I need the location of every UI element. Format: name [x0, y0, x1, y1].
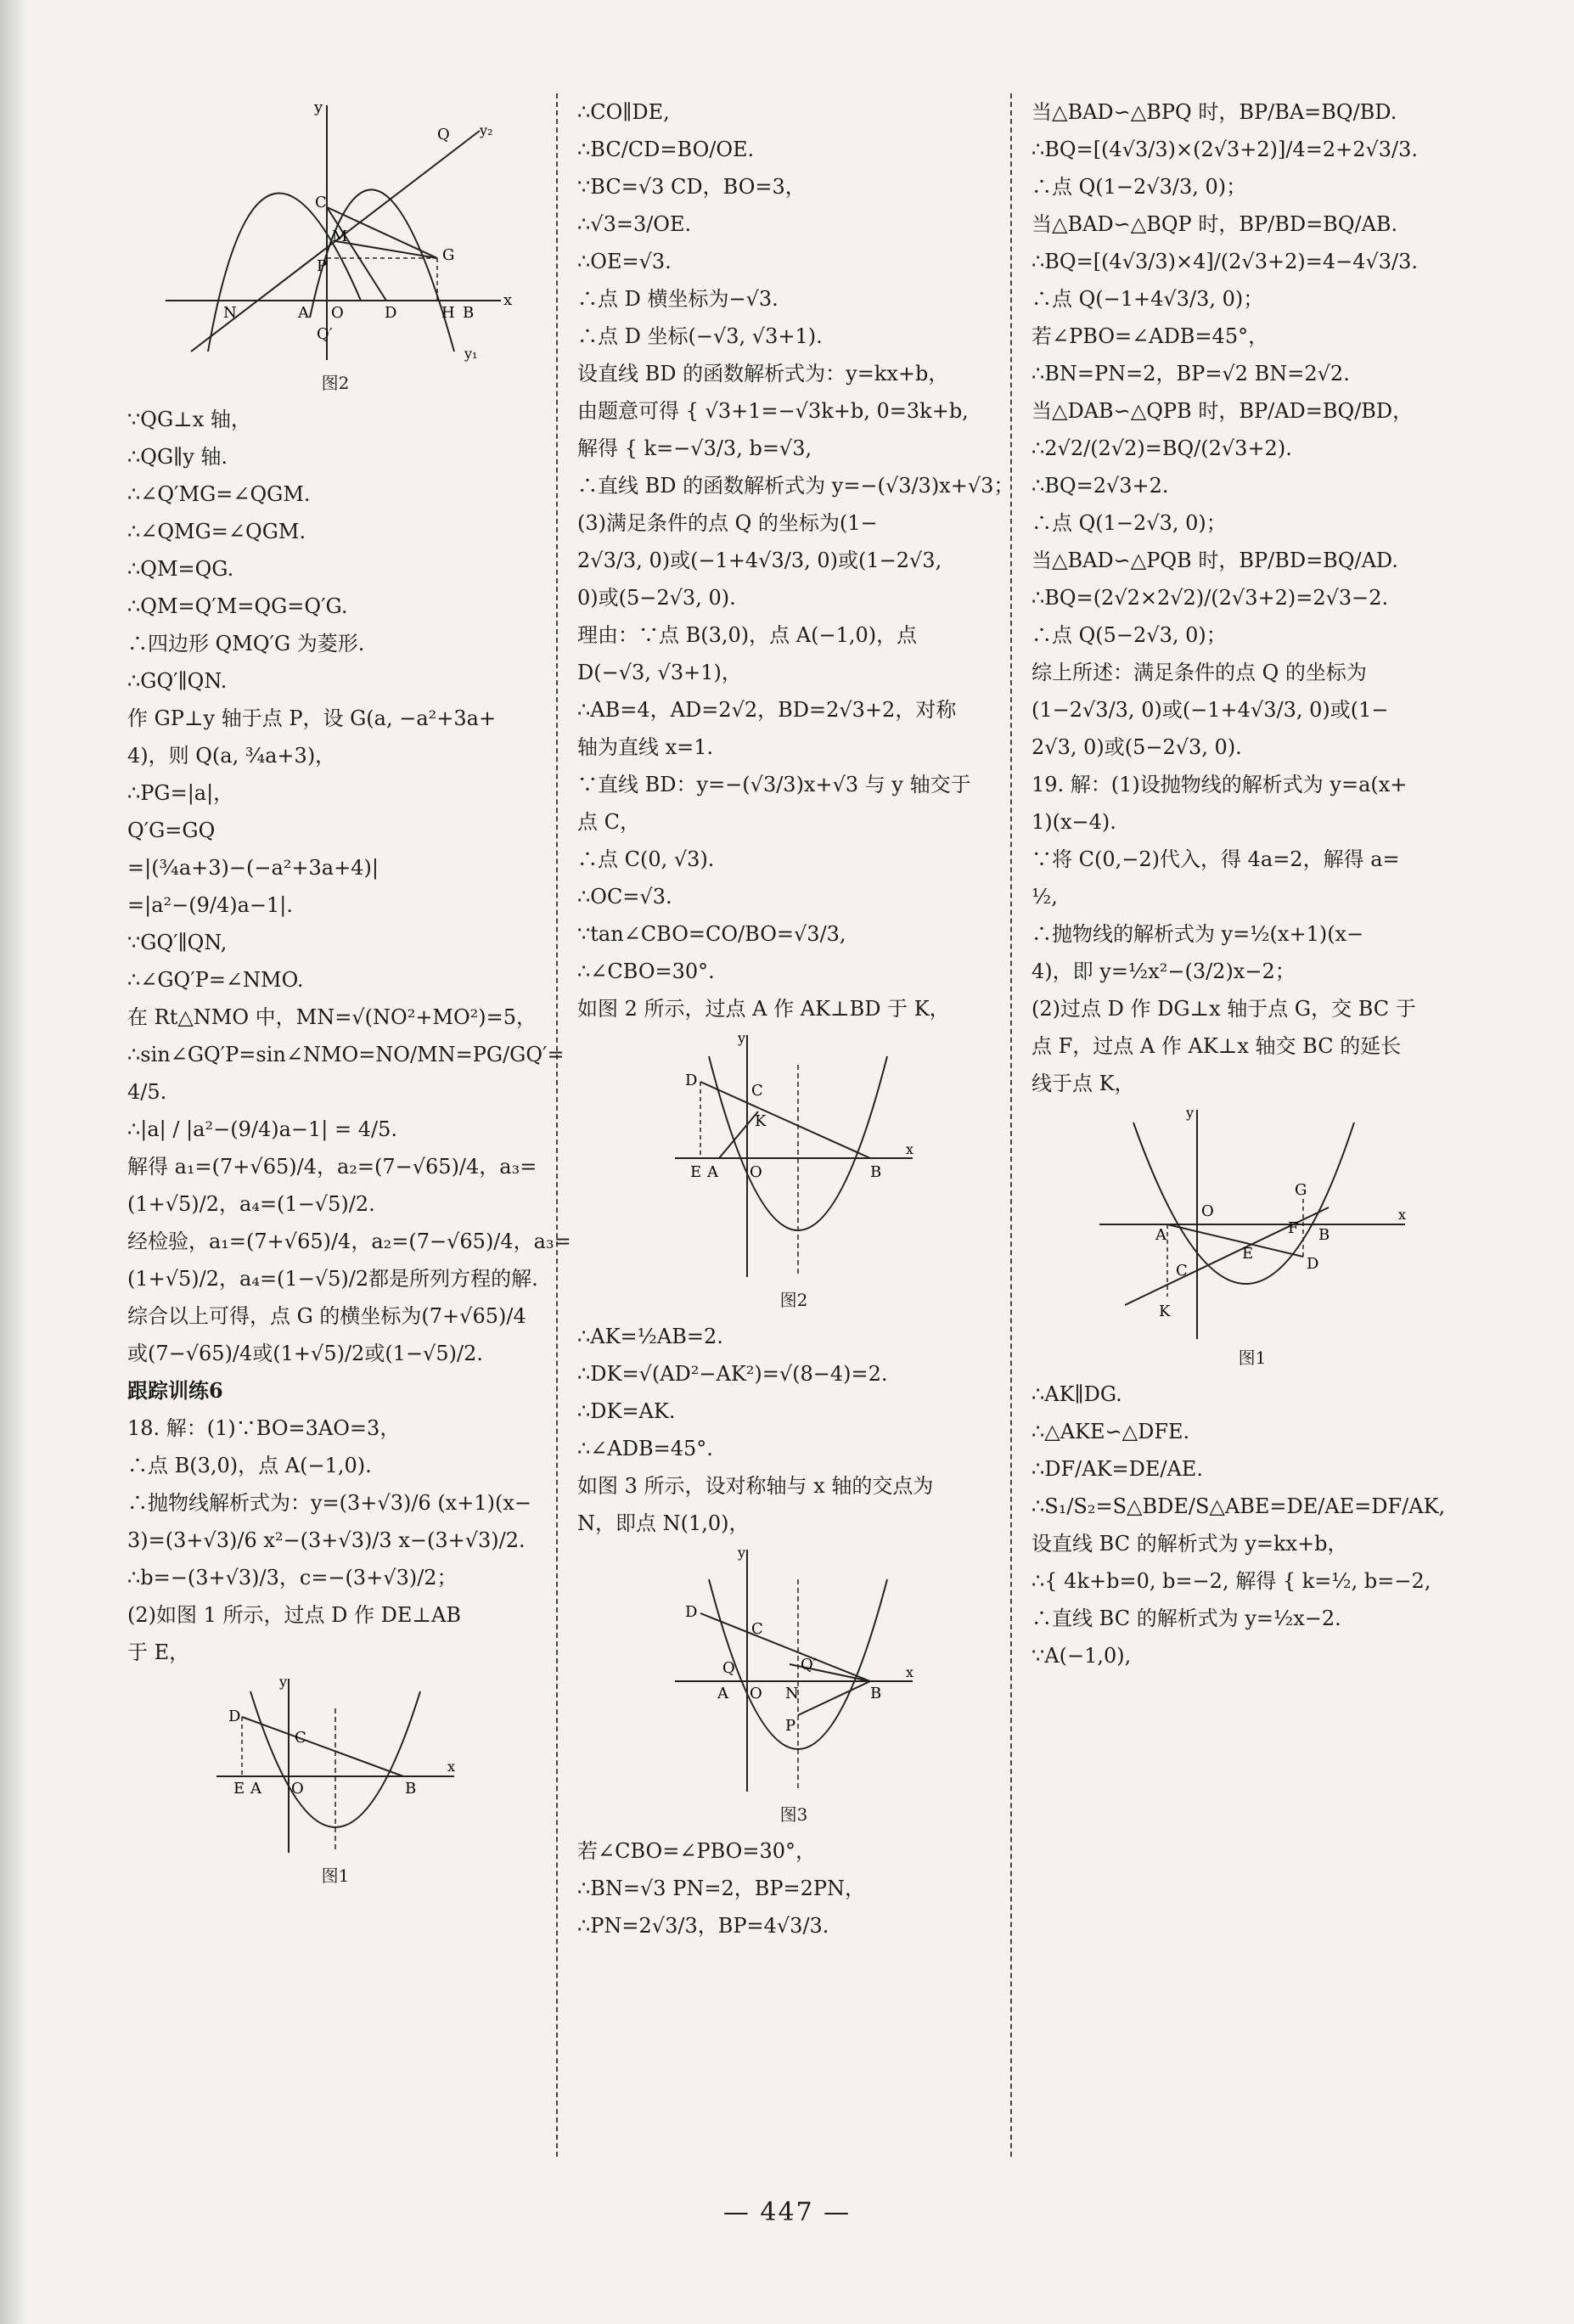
- column-3: [1032, 93, 1473, 1674]
- text-line: ∴BN=√3 PN=2，BP=2PN，: [577, 1877, 866, 1900]
- text-line: ∴点 D 横坐标为−√3.: [577, 287, 779, 311]
- text-line: ∴sin∠GQ′P=sin∠NMO=NO/MN=PG/GQ′=: [127, 1043, 565, 1066]
- text-line: 0)或(5−2√3, 0).: [577, 586, 736, 610]
- text-line: ∵BC=√3 CD，BO=3，: [577, 175, 806, 199]
- column-1: [127, 93, 571, 1894]
- col3-text: [1032, 93, 1473, 1102]
- figure-1-left: [208, 1674, 463, 1861]
- text-line: 线于点 K，: [1032, 1072, 1135, 1095]
- col3b-text: [1032, 1376, 1473, 1674]
- col2c-text: [577, 1832, 1010, 1944]
- svg-text:x: x: [906, 1141, 914, 1157]
- text-line: 设直线 BC 的解析式为 y=kx+b，: [1032, 1532, 1348, 1556]
- svg-text:D: D: [685, 1603, 698, 1621]
- figure-caption: 图1: [321, 1865, 350, 1886]
- figure-1-right: [1091, 1106, 1414, 1343]
- text-line: 理由：∵点 B(3,0)，点 A(−1,0)，点: [577, 623, 918, 647]
- text-line: ∴点 D 坐标(−√3, √3+1).: [577, 324, 823, 348]
- text-line: ∴BQ=[(4√3/3)×4]/(2√3+2)=4−4√3/3.: [1032, 250, 1419, 273]
- figure-caption: 图2: [321, 373, 350, 393]
- svg-text:Q′: Q′: [317, 325, 333, 343]
- svg-text:D: D: [685, 1072, 698, 1089]
- page-number: — 447 —: [722, 2197, 852, 2227]
- svg-text:y: y: [314, 98, 323, 116]
- svg-text:G: G: [1295, 1181, 1307, 1199]
- svg-text:D: D: [228, 1708, 241, 1725]
- text-line: 19. 解：(1)设抛物线的解析式为 y=a(x+: [1032, 773, 1408, 796]
- text-line: 轴为直线 x=1.: [577, 735, 714, 759]
- text-line: ∵A(−1,0),: [1032, 1644, 1132, 1668]
- text-line: 当△BAD∽△PQB 时，BP/BD=BQ/AD.: [1032, 549, 1398, 572]
- svg-text:O: O: [750, 1685, 762, 1702]
- svg-text:C: C: [751, 1082, 763, 1100]
- svg-text:H: H: [441, 304, 455, 322]
- text-line: 2√3/3, 0)或(−1+4√3/3, 0)或(1−2√3,: [577, 549, 942, 572]
- text-line: ∴四边形 QMQ′G 为菱形.: [127, 632, 365, 656]
- text-line: =|(¾a+3)−(−a²+3a+4)|: [127, 856, 379, 880]
- text-line: ∴BQ=(2√2×2√2)/(2√3+2)=2√3−2.: [1032, 586, 1389, 610]
- text-line: ∴∠CBO=30°.: [577, 959, 715, 983]
- text-line: ∴DK=√(AD²−AK²)=√(8−4)=2.: [577, 1362, 888, 1386]
- svg-text:x: x: [503, 291, 513, 309]
- text-line: ∴抛物线的解析式为 y=½(x+1)(x−: [1032, 922, 1364, 946]
- col2b-text: [577, 1318, 1010, 1542]
- text-line: ∵直线 BD：y=−(√3/3)x+√3 与 y 轴交于: [577, 773, 971, 796]
- text-line: ∴BN=PN=2，BP=√2 BN=2√2.: [1032, 362, 1350, 385]
- svg-text:A: A: [1155, 1226, 1166, 1244]
- text-line: (3)满足条件的点 Q 的坐标为(1−: [577, 511, 878, 535]
- text-line: ∴CO∥DE,: [577, 100, 670, 124]
- text-line: ∴∠ADB=45°.: [577, 1437, 713, 1460]
- text-line: ∴QM=QG.: [127, 557, 234, 581]
- text-line: 1)(x−4).: [1032, 810, 1116, 834]
- text-line: ∴点 Q(−1+4√3/3, 0)；: [1032, 287, 1264, 311]
- svg-text:O: O: [1201, 1202, 1214, 1220]
- text-line: ∵QG⊥x 轴，: [127, 408, 251, 431]
- text-line: ∴OE=√3.: [577, 250, 672, 273]
- text-line: 或(7−√65)/4或(1+√5)/2或(1−√5)/2.: [127, 1342, 483, 1365]
- text-line: 点 F，过点 A 作 AK⊥x 轴交 BC 的延长: [1032, 1034, 1402, 1058]
- text-line: 18. 解：(1)∵BO=3AO=3，: [127, 1416, 401, 1440]
- text-line: 解得 { k=−√3/3, b=√3,: [577, 436, 812, 460]
- text-line: D(−√3, √3+1)，: [577, 661, 742, 684]
- text-line: 当△DAB∽△QPB 时，BP/AD=BQ/BD，: [1032, 399, 1414, 423]
- svg-text:y: y: [738, 1545, 746, 1561]
- text-line: (2)如图 1 所示，过点 D 作 DE⊥AB: [127, 1603, 461, 1627]
- text-line: N，即点 N(1,0)，: [577, 1511, 750, 1535]
- text-line: ∴|a| / |a²−(9/4)a−1| = 4/5.: [127, 1117, 397, 1141]
- text-line: =|a²−(9/4)a−1|.: [127, 893, 293, 917]
- text-line: (2)过点 D 作 DG⊥x 轴于点 G，交 BC 于: [1032, 997, 1416, 1021]
- text-line: ∴点 B(3,0)，点 A(−1,0).: [127, 1454, 372, 1477]
- text-line: ∴抛物线解析式为：y=(3+√3)/6 (x+1)(x−: [127, 1491, 531, 1515]
- svg-text:B: B: [870, 1163, 882, 1181]
- text-line: ∴直线 BD 的函数解析式为 y=−(√3/3)x+√3；: [577, 474, 1015, 498]
- text-line: ∴∠QMG=∠QGM.: [127, 520, 306, 543]
- col2-text: [577, 93, 1015, 1027]
- svg-text:D: D: [385, 304, 397, 322]
- column-divider: [556, 93, 558, 2157]
- text-line: ∴QM=Q′M=QG=Q′G.: [127, 594, 348, 618]
- text-line: (1+√5)/2，a₄=(1−√5)/2.: [127, 1192, 375, 1216]
- text-line: Q′G=GQ: [127, 819, 216, 842]
- svg-text:Q: Q: [437, 126, 450, 143]
- text-line: ∴AB=4，AD=2√2，BD=2√3+2，对称: [577, 698, 957, 722]
- col1b-text: [127, 1372, 543, 1671]
- svg-text:G: G: [442, 246, 455, 264]
- text-line: ∴点 Q(5−2√3, 0)；: [1032, 623, 1227, 647]
- text-line: 4)，则 Q(a, ¾a+3)，: [127, 744, 336, 768]
- svg-text:D: D: [1307, 1255, 1319, 1273]
- text-line: ∴2√2/(2√2)=BQ/(2√3+2).: [1032, 436, 1292, 460]
- text-line: ∴∠GQ′P=∠NMO.: [127, 968, 304, 992]
- text-line: ∴S₁/S₂=S△BDE/S△ABE=DE/AE=DF/AK,: [1032, 1494, 1446, 1518]
- figure-caption: 图1: [1238, 1348, 1267, 1368]
- svg-text:O: O: [750, 1163, 762, 1181]
- text-line: ∴QG∥y 轴.: [127, 445, 228, 469]
- text-line: 综合以上可得，点 G 的横坐标为(7+√65)/4: [127, 1304, 526, 1328]
- svg-text:F: F: [1288, 1219, 1299, 1237]
- svg-text:B: B: [1318, 1226, 1330, 1244]
- text-line: ∴BC/CD=BO/OE.: [577, 138, 755, 161]
- text-line: ∵tan∠CBO=CO/BO=√3/3,: [577, 922, 846, 946]
- svg-text:M: M: [332, 228, 348, 245]
- text-line: (1+√5)/2，a₄=(1−√5)/2都是所列方程的解.: [127, 1267, 538, 1291]
- text-line: ∴直线 BC 的解析式为 y=½x−2.: [1032, 1607, 1341, 1630]
- text-line: ∴点 Q(1−2√3, 0)；: [1032, 511, 1227, 535]
- figure-caption: 图3: [779, 1804, 808, 1825]
- text-line: 综上所述：满足条件的点 Q 的坐标为: [1032, 661, 1367, 684]
- svg-text:K: K: [1159, 1303, 1171, 1320]
- svg-text:N: N: [223, 304, 237, 322]
- text-line: ∴BQ=[(4√3/3)×(2√3+2)]/4=2+2√3/3.: [1032, 138, 1419, 161]
- svg-text:O: O: [291, 1780, 304, 1798]
- svg-text:K: K: [755, 1112, 767, 1130]
- svg-text:y: y: [1186, 1106, 1195, 1121]
- text-line: 如图 2 所示，过点 A 作 AK⊥BD 于 K，: [577, 997, 950, 1021]
- svg-text:P: P: [785, 1717, 796, 1735]
- svg-text:C: C: [1176, 1262, 1188, 1280]
- text-line: 解得 a₁=(7+√65)/4，a₂=(7−√65)/4，a₃=: [127, 1155, 537, 1179]
- text-line: 由题意可得 { √3+1=−√3k+b, 0=3k+b,: [577, 399, 969, 423]
- svg-text:O: O: [331, 304, 344, 322]
- column-divider: [1010, 93, 1012, 2157]
- svg-text:C: C: [315, 194, 327, 211]
- text-line: 点 C，: [577, 810, 640, 834]
- text-line: (1−2√3/3, 0)或(−1+4√3/3, 0)或(1−: [1032, 698, 1389, 722]
- svg-text:y₁: y₁: [464, 346, 478, 362]
- text-line: ∴∠Q′MG=∠QGM.: [127, 482, 311, 506]
- svg-text:y: y: [738, 1031, 746, 1046]
- svg-text:Q′: Q′: [801, 1656, 817, 1674]
- svg-text:B: B: [463, 304, 475, 322]
- text-line: 设直线 BD 的函数解析式为：y=kx+b，: [577, 362, 949, 385]
- svg-text:Q: Q: [722, 1659, 735, 1677]
- svg-text:A: A: [298, 304, 309, 322]
- text-line: 若∠CBO=∠PBO=30°，: [577, 1839, 817, 1863]
- svg-text:x: x: [906, 1664, 914, 1680]
- figure-2-top: [157, 97, 514, 369]
- figure-caption: 图2: [779, 1290, 808, 1310]
- svg-text:E: E: [1242, 1245, 1254, 1263]
- svg-text:C: C: [751, 1620, 763, 1638]
- text-line: 在 Rt△NMO 中，MN=√(NO²+MO²)=5，: [127, 1005, 537, 1029]
- text-line: ∴AK=½AB=2.: [577, 1325, 723, 1348]
- svg-text:A: A: [250, 1780, 261, 1798]
- figure-2-mid: [666, 1031, 921, 1286]
- svg-text:P: P: [317, 257, 328, 275]
- text-line: 若∠PBO=∠ADB=45°，: [1032, 324, 1269, 348]
- text-line: ∴DF/AK=DE/AE.: [1032, 1457, 1203, 1481]
- text-line: ∵将 C(0,−2)代入，得 4a=2，解得 a=: [1032, 847, 1400, 871]
- text-line: 当△BAD∽△BPQ 时，BP/BA=BQ/BD.: [1032, 100, 1397, 124]
- svg-text:E: E: [233, 1780, 245, 1798]
- svg-text:B: B: [405, 1780, 417, 1798]
- svg-text:E: E: [690, 1163, 702, 1181]
- svg-text:y₂: y₂: [480, 122, 493, 138]
- text-line: ∴{ 4k+b=0, b=−2, 解得 { k=½, b=−2,: [1032, 1569, 1431, 1593]
- text-line: 2√3, 0)或(5−2√3, 0).: [1032, 735, 1242, 759]
- text-line: 作 GP⊥y 轴于点 P，设 G(a, −a²+3a+: [127, 706, 497, 730]
- svg-text:y: y: [279, 1674, 288, 1690]
- col1-text: [127, 401, 571, 1372]
- figure-3-mid: [666, 1545, 921, 1800]
- text-line: ∴b=−(3+√3)/3，c=−(3+√3)/2；: [127, 1566, 458, 1590]
- column-2: [577, 93, 1015, 1944]
- text-line: ∵GQ′∥QN,: [127, 931, 228, 954]
- text-line: 如图 3 所示，设对称轴与 x 轴的交点为: [577, 1474, 934, 1498]
- text-line: ∴OC=√3.: [577, 885, 672, 909]
- svg-text:N: N: [785, 1685, 799, 1702]
- svg-text:A: A: [717, 1685, 728, 1702]
- text-line: ∴BQ=2√3+2.: [1032, 474, 1169, 498]
- text-line: ∴AK∥DG.: [1032, 1382, 1122, 1406]
- text-line: 跟踪训练6: [127, 1378, 223, 1403]
- text-line: ∴PG=|a|，: [127, 781, 234, 805]
- text-line: ∴△AKE∽△DFE.: [1032, 1420, 1190, 1443]
- text-line: 经检验，a₁=(7+√65)/4，a₂=(7−√65)/4，a₃=: [127, 1230, 571, 1253]
- text-line: ∴PN=2√3/3，BP=4√3/3.: [577, 1914, 829, 1938]
- text-line: ∴点 C(0, √3).: [577, 847, 715, 871]
- text-line: 4/5.: [127, 1080, 167, 1104]
- text-line: 3)=(3+√3)/6 x²−(3+√3)/3 x−(3+√3)/2.: [127, 1528, 526, 1552]
- text-line: 4)，即 y=½x²−(3/2)x−2；: [1032, 959, 1296, 983]
- text-line: ∴√3=3/OE.: [577, 212, 692, 236]
- page-edge-shadow: [0, 0, 24, 2324]
- text-line: ∴点 Q(1−2√3/3, 0)；: [1032, 175, 1247, 199]
- svg-text:B: B: [870, 1685, 882, 1702]
- text-line: ½,: [1032, 885, 1058, 909]
- text-line: ∴GQ′∥QN.: [127, 669, 228, 693]
- svg-text:x: x: [447, 1758, 456, 1775]
- text-line: 于 E，: [127, 1640, 190, 1664]
- text-line: 当△BAD∽△BQP 时，BP/BD=BQ/AB.: [1032, 212, 1398, 236]
- svg-text:A: A: [707, 1163, 718, 1181]
- svg-text:x: x: [1398, 1207, 1407, 1223]
- svg-text:C: C: [295, 1729, 306, 1747]
- text-line: ∴DK=AK.: [577, 1399, 676, 1423]
